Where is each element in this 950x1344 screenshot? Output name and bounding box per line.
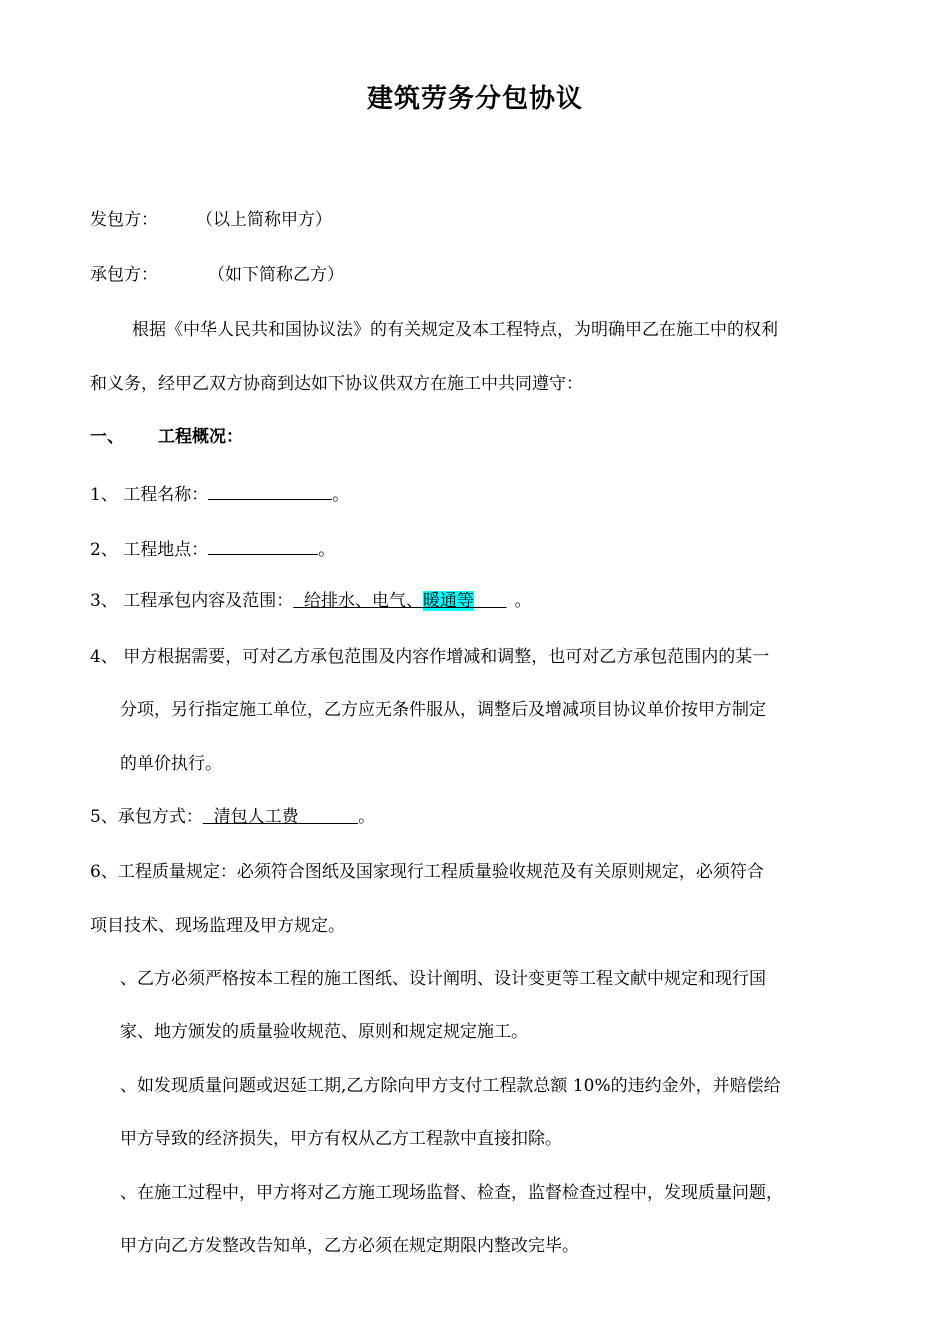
item-3-end: 。 xyxy=(514,591,532,611)
section-1-heading xyxy=(90,425,243,449)
item-1 xyxy=(90,479,349,507)
sub-clause-1-line-2: 家、地方颁发的质量验收规范、原则和规定规定施工。 xyxy=(120,1022,528,1042)
item-4-line-2: 分项，另行指定施工单位，乙方应无条件服从，调整后及增减项目协议单价按甲方制定 xyxy=(120,700,766,720)
item-3-value xyxy=(293,591,506,611)
party-b-note: （如下简称乙方） xyxy=(208,265,344,285)
party-a-note: （以上简称甲方） xyxy=(196,210,332,230)
project-location-blank[interactable] xyxy=(208,534,318,555)
item-3-value-a: 给排水、电气、 xyxy=(304,591,424,611)
item-5 xyxy=(90,805,375,829)
item-4-line-1: 4、 甲方根据需要，可对乙方承包范围及内容作增减和调整，也可对乙方承包范围内的某一 xyxy=(90,647,770,667)
item-2-label: 2、 工程地点： xyxy=(90,540,209,560)
section-1-number: 一、 xyxy=(90,427,124,447)
item-5-value-text: 清包人工费 xyxy=(213,807,299,827)
sub-clause-3-line-1: 、在施工过程中，甲方将对乙方施工现场监督、检查，监督检查过程中，发现质量问题， xyxy=(120,1183,783,1203)
item-1-label: 1、 工程名称： xyxy=(90,485,209,505)
item-2 xyxy=(90,534,335,562)
item-6-line-2: 项目技术、现场监理及甲方规定。 xyxy=(90,916,345,936)
item-2-end: 。 xyxy=(318,540,336,560)
intro-line-2: 和义务，经甲乙双方协商到达如下协议供双方在施工中共同遵守： xyxy=(90,374,583,394)
item-3-value-highlight: 暖通等 xyxy=(423,591,475,611)
sub-clause-2-line-1: 、如发现质量问题或迟延工期,乙方除向甲方支付工程款总额 10%的违约金外，并赔偿给 xyxy=(120,1076,781,1096)
intro-line-1: 根据《中华人民共和国协议法》的有关规定及本工程特点，为明确甲乙在施工中的权利 xyxy=(132,320,778,340)
item-6-line-1: 6、工程质量规定：必须符合图纸及国家现行工程质量验收规范及有关原则规定，必须符合 xyxy=(90,862,764,882)
item-5-label: 5、承包方式： xyxy=(90,807,203,827)
item-5-end: 。 xyxy=(358,807,376,827)
sub-clause-1-line-1: 、乙方必须严格按本工程的施工图纸、设计阐明、设计变更等工程文献中规定和现行国 xyxy=(120,969,766,989)
document-title: 建筑劳务分包协议 xyxy=(366,84,583,114)
party-a-line xyxy=(90,208,332,232)
sub-clause-3-line-2: 甲方向乙方发整改告知单，乙方必须在规定期限内整改完毕。 xyxy=(120,1236,579,1256)
section-1-title: 工程概况： xyxy=(158,427,243,447)
sub-clause-2-line-2: 甲方导致的经济损失，甲方有权从乙方工程款中直接扣除。 xyxy=(120,1129,562,1149)
party-a-label: 发包方： xyxy=(90,210,158,230)
party-b-label: 承包方： xyxy=(90,265,158,285)
item-5-value xyxy=(203,807,358,827)
item-3-label: 3、 工程承包内容及范围： xyxy=(90,591,294,611)
party-b-line xyxy=(90,263,344,287)
item-3 xyxy=(90,589,531,613)
item-4-line-3: 的单价执行。 xyxy=(120,754,222,774)
project-name-blank[interactable] xyxy=(208,479,332,500)
item-1-end: 。 xyxy=(332,485,350,505)
